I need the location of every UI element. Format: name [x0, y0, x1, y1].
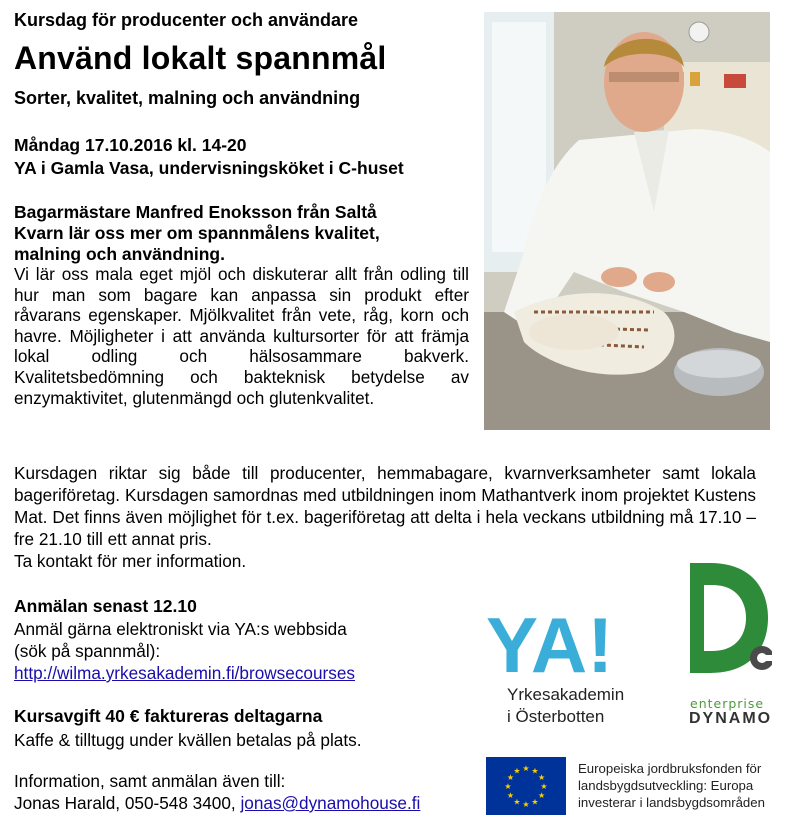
event-details: [14, 134, 404, 180]
dynamo-word-enterprise: enterprise: [690, 696, 765, 711]
registration-heading: Anmälan senast 12.10: [14, 596, 197, 616]
page-subtitle: Sorter, kvalitet, malning och användning: [14, 88, 361, 108]
info-line: Information, samt anmälan även till:: [14, 771, 286, 791]
registration-line: Anmäl gärna elektroniskt via YA:s webbsida: [14, 619, 347, 639]
eu-star-icon: ★: [531, 797, 539, 807]
contact-line: [14, 792, 420, 814]
eu-star-icon: ★: [513, 766, 521, 776]
ya-name-line: i Österbotten: [507, 707, 605, 726]
eu-star-icon: ★: [504, 782, 512, 791]
eu-star-icon: ★: [513, 797, 521, 807]
eu-star-icon: ★: [506, 791, 514, 800]
contact-note: Ta kontakt för mer information.: [14, 551, 247, 571]
eu-star-icon: ★: [538, 773, 546, 782]
ya-logo-mark: [486, 610, 646, 682]
eu-star-icon: ★: [506, 773, 514, 782]
info-block: [14, 770, 420, 814]
fee-heading: Kursavgift 40 € faktureras deltagarna: [14, 706, 323, 726]
eu-text-line: investerar i landsbygdsområden: [578, 795, 765, 810]
page-title: Använd lokalt spannmål: [14, 40, 387, 76]
baker-photo-illustration: [484, 12, 770, 430]
eu-text-line: Europeiska jordbruksfonden för: [578, 761, 762, 776]
eu-fund-text: [578, 760, 765, 811]
course-info-paragraph: [14, 462, 756, 572]
eu-star-icon: ★: [531, 766, 539, 776]
ya-name-line: Yrkesakademin: [507, 685, 625, 704]
eu-star-icon: ★: [540, 782, 548, 791]
eu-text-line: landsbygdsutveckling: Europa: [578, 778, 754, 793]
registration-link[interactable]: http://wilma.yrkesakademin.fi/browsecourses: [14, 663, 356, 683]
eu-star-icon: ★: [522, 800, 530, 809]
intro-line: Kvarn lär oss mer om spannmålens kvalitet,: [14, 223, 380, 243]
intro-line: Bagarmästare Manfred Enoksson från Saltå: [14, 202, 377, 222]
eu-star-icon: ★: [538, 791, 546, 800]
course-description: Vi lär oss mala eget mjöl och diskuterar allt från odling till hur man som bagare kan anpassa sin produkt efter råvarans egenskaper. Mjölkvalitet från vete, råg, korn och havre. Möjligheter i att använda kultursorter för att främja lokal odling och hälsosammare bakverk. Kvalitetsbedömning och bakteknisk betydelse av enzymaktivitet, glutenmängd och glutenkvalitet.: [14, 264, 469, 408]
dynamo-word-dynamo: DYNAMO: [689, 710, 773, 727]
baker-photo: [484, 12, 770, 430]
intro-block: [14, 202, 474, 265]
dynamo-logo-mark: [690, 563, 772, 673]
contact-prefix: Jonas Harald, 050-548 3400,: [14, 793, 241, 813]
intro-line: malning och användning.: [14, 244, 225, 264]
registration-block: [14, 618, 355, 684]
eu-star-icon: ★: [522, 764, 530, 773]
event-date: Måndag 17.10.2016 kl. 14-20: [14, 135, 247, 155]
eu-flag: [486, 757, 566, 815]
ya-name: [507, 684, 624, 728]
kicker-heading: Kursdag för producenter och användare: [14, 10, 359, 30]
registration-line: (sök på spannmål):: [14, 641, 161, 661]
event-location: YA i Gamla Vasa, undervisningsköket i C-huset: [14, 158, 404, 178]
course-info-main: Kursdagen riktar sig både till producenter, hemmabagare, kvarnverksamheter samt lokala bageriföretag. Kursdagen samordnas med utbildningen inom Mathantverk inom projektet Kustens Mat. Det finns även möjlighet för t.ex. bageriföretag att delta i hela veckans utbildning må 17.10 – fre 21.10 till ett annat pris.: [14, 463, 756, 549]
ya-mark-text: YA!: [486, 610, 614, 682]
contact-email-link[interactable]: jonas@dynamohouse.fi: [240, 793, 421, 813]
fee-note: Kaffe & tilltugg under kvällen betalas på plats.: [14, 730, 362, 750]
